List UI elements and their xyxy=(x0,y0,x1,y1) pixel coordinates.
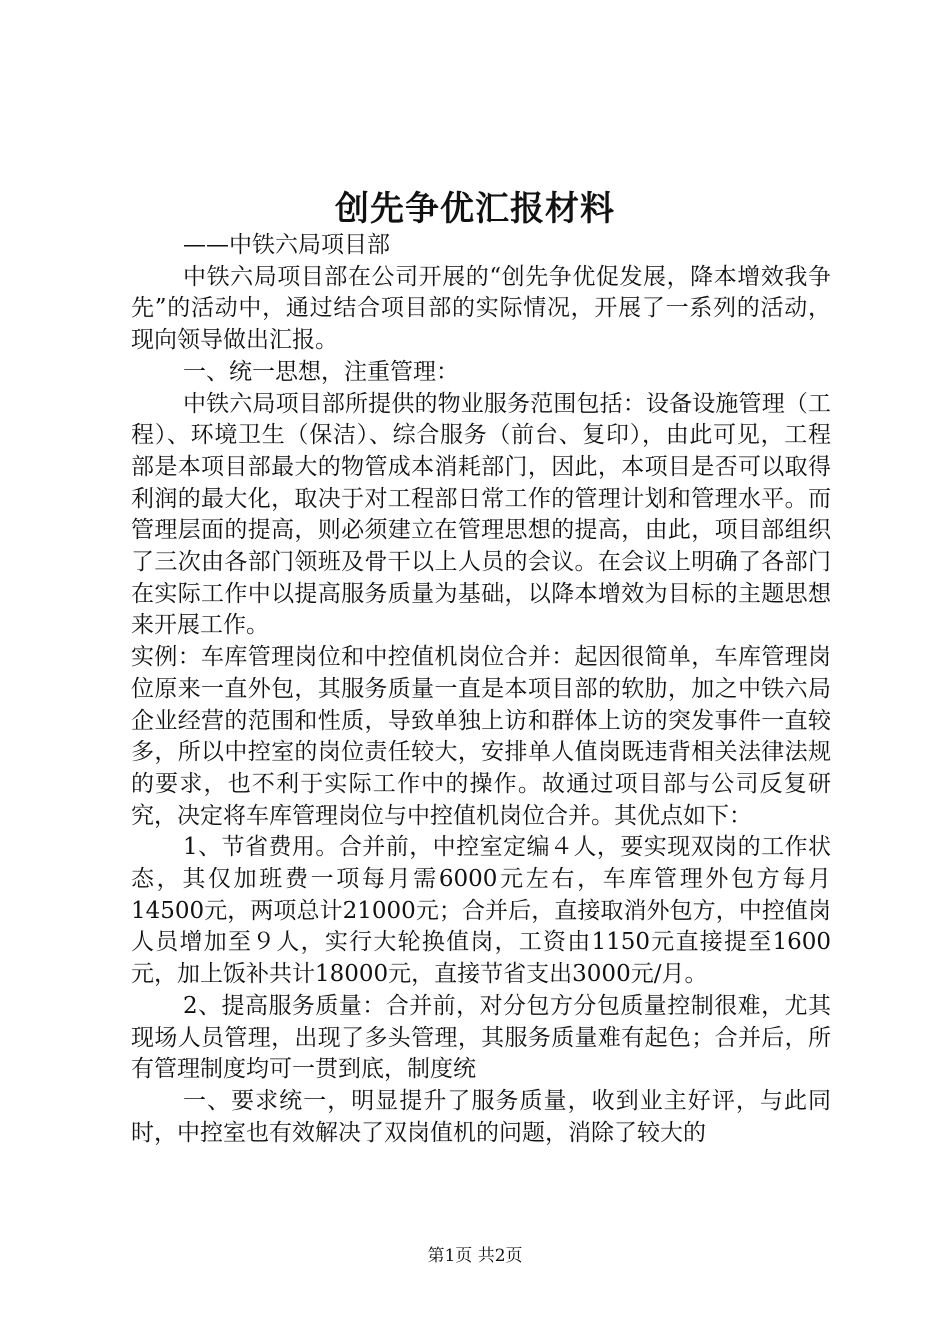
section-heading-1: 一、统一思想，注重管理： xyxy=(183,358,459,385)
paragraph-point-2: 2、提高服务质量：合并前，对分包方分包质量控制很难，尤其现场人员管理，出现了多头管理，其服务质量难有起色；合并后，所有管理制度均可一贯到底，制度统 xyxy=(131,992,831,1083)
document-body xyxy=(131,230,831,1149)
paragraph-continued: 一、要求统一，明显提升了服务质量，收到业主好评，与此同时，中控室也有效解决了双岗值机的问题，消除了较大的 xyxy=(131,1087,831,1146)
paragraph-example: 实例：车库管理岗位和中控值机岗位合并：起因很简单，车库管理岗位原来一直外包，其服务质量一直是本项目部的软肋，加之中铁六局企业经营的范围和性质，导致单独上访和群体上访的突发事件一直较多，所以中控室的岗位责任较大，安排单人值岗既违背相关法律法规的要求，也不利于实际工作中的操作。故通过项目部与公司反复研究，决定将车库管理岗位与中控值机岗位合并。其优点如下： xyxy=(131,644,831,829)
document-subtitle: ——中铁六局项目部 xyxy=(183,232,390,258)
paragraph-point-1: 1、节省费用。合并前，中控室定编４人，要实现双岗的工作状态，其仅加班费一项每月需6000元左右，车库管理外包方每月14500元，两项总计21000元；合并后，直接取消外包方，中控值岗人员增加至９人，实行大轮换值岗，工资由1150元直接提至1600元，加上饭补共计18000元，直接节省支出3000元/月。 xyxy=(131,834,831,988)
page-number: 第1页 共2页 xyxy=(427,1246,523,1266)
paragraph-scope: 中铁六局项目部所提供的物业服务范围包括：设备设施管理（工程）、环境卫生（保洁）、综合服务（前台、复印），由此可见，工程部是本项目部最大的物管成本消耗部门，因此，本项目是否可以取得利润的最大化，取决于对工程部日常工作的管理计划和管理水平。而管理层面的提高，则必须建立在管理思想的提高，由此，项目部组织了三次由各部门领班及骨干以上人员的会议。在会议上明确了各部门在实际工作中以提高服务质量为基础，以降本增效为目标的主题思想来开展工作。 xyxy=(131,390,831,639)
document-title: 创先争优汇报材料 xyxy=(335,189,615,229)
paragraph-intro: 中铁六局项目部在公司开展的“创先争优促发展，降本增效我争先”的活动中，通过结合项目部的实际情况，开展了一系列的活动，现向领导做出汇报。 xyxy=(131,263,831,354)
